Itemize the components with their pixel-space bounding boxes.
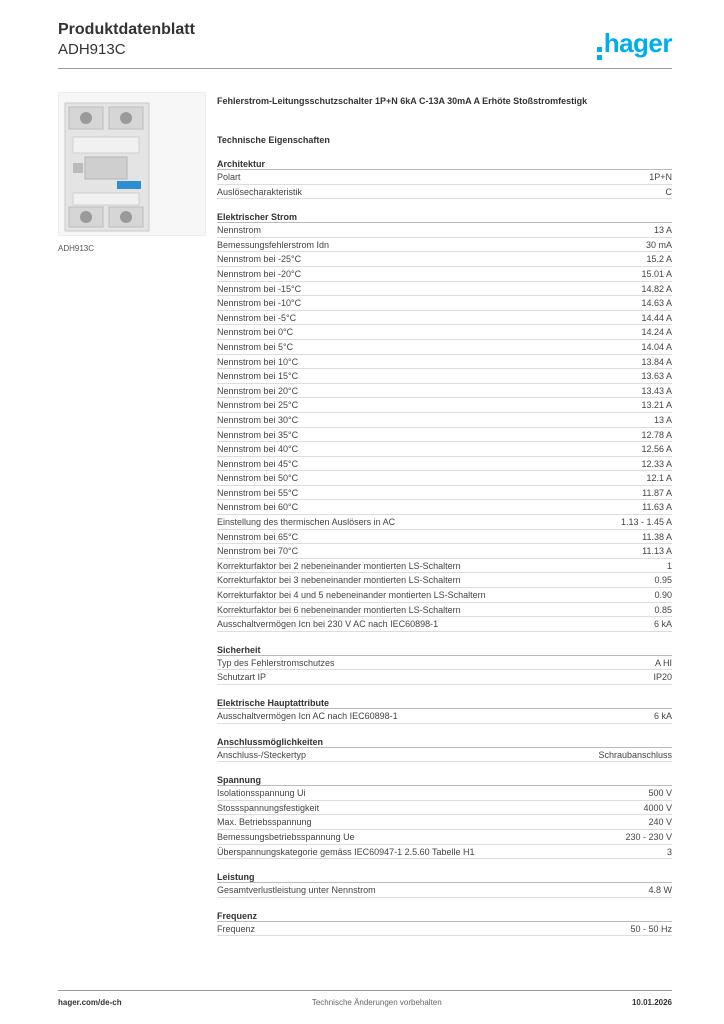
property-label: Korrekturfaktor bei 6 nebeneinander montierten LS-Schaltern: [217, 604, 461, 615]
property-label: Nennstrom bei 70°C: [217, 546, 299, 557]
section: [217, 644, 672, 685]
property-label: Ausschaltvermögen Icn AC nach IEC60898-1: [217, 711, 398, 721]
property-row: [217, 471, 672, 486]
section-title: Spannung: [217, 774, 672, 786]
property-value: 0.85: [654, 604, 672, 615]
property-label: Nennstrom bei 40°C: [217, 444, 299, 455]
circuit-breaker-icon: [59, 93, 205, 235]
section-title: Leistung: [217, 871, 672, 883]
property-row: [217, 709, 672, 724]
property-value: 15.01 A: [641, 268, 672, 279]
property-row: [217, 442, 672, 457]
image-caption: ADH913C: [58, 244, 95, 253]
footer-divider: [58, 990, 672, 991]
section: [217, 910, 672, 937]
property-value: 13.43 A: [641, 385, 672, 396]
property-value: 30 mA: [645, 239, 672, 250]
property-row: [217, 922, 672, 937]
property-label: Nennstrom bei -25°C: [217, 254, 302, 265]
property-sections: [217, 158, 672, 936]
property-label: Nennstrom bei -15°C: [217, 283, 302, 294]
property-value: 14.82 A: [641, 283, 672, 294]
property-label: Bemessungsfehlerstrom Idn: [217, 239, 330, 250]
document-title: Produktdatenblatt: [58, 21, 195, 38]
property-row: [217, 428, 672, 443]
section-title: Elektrischer Strom: [217, 211, 672, 223]
property-value: 500 V: [648, 788, 672, 799]
property-row: [217, 617, 672, 632]
property-value: 11.87 A: [642, 487, 672, 498]
property-value: Schraubanschluss: [598, 749, 672, 760]
property-row: [217, 457, 672, 472]
property-value: 1.13 - 1.45 A: [620, 517, 672, 528]
property-row: [217, 830, 672, 845]
footer-date: 10.01.2026: [631, 998, 672, 1007]
property-row: [217, 282, 672, 297]
article-number: ADH913C: [58, 41, 126, 58]
section-title: Architektur: [217, 158, 672, 170]
property-row: [217, 185, 672, 200]
property-value: 6 kA: [653, 619, 672, 630]
product-image: [58, 92, 206, 236]
property-value: 1: [666, 560, 672, 571]
property-row: [217, 252, 672, 267]
property-label: Nennstrom bei 35°C: [217, 429, 299, 440]
property-value: 0.90: [654, 590, 672, 601]
property-row: [217, 786, 672, 801]
property-row: [217, 325, 672, 340]
property-label: Nennstrom bei -5°C: [217, 312, 297, 323]
property-label: Nennstrom bei 60°C: [217, 502, 299, 513]
property-row: [217, 413, 672, 428]
property-label: Nennstrom bei 15°C: [217, 371, 299, 382]
property-row: [217, 883, 672, 898]
property-value: 12.1 A: [646, 473, 672, 484]
property-label: Ausschaltvermögen Icn bei 230 V AC nach IEC60898-1: [217, 619, 439, 630]
property-label: Typ des Fehlerstromschutzes: [217, 657, 335, 668]
property-row: [217, 815, 672, 830]
property-label: Schutzart IP: [217, 672, 267, 683]
page-header: [58, 20, 672, 68]
property-value: 12.78 A: [641, 429, 672, 440]
property-value: 0.95: [654, 575, 672, 586]
property-label: Nennstrom bei 50°C: [217, 473, 299, 484]
property-label: Korrekturfaktor bei 3 nebeneinander montierten LS-Schaltern: [217, 575, 461, 586]
property-value: 15.2 A: [646, 254, 672, 265]
property-row: [217, 530, 672, 545]
property-label: Frequenz: [217, 923, 256, 934]
property-label: Nennstrom bei 25°C: [217, 400, 299, 411]
property-value: 12.33 A: [641, 458, 672, 469]
property-label: Max. Betriebsspannung: [217, 817, 312, 828]
section: [217, 871, 672, 898]
property-value: 13.84 A: [641, 356, 672, 367]
property-row: [217, 340, 672, 355]
property-row: [217, 748, 672, 763]
section-title: Sicherheit: [217, 644, 672, 656]
property-row: [217, 801, 672, 816]
property-row: [217, 544, 672, 559]
footer-website[interactable]: hager.com/de-ch: [58, 998, 122, 1007]
property-value: 4000 V: [643, 802, 672, 813]
property-label: Nennstrom: [217, 225, 262, 236]
property-label: Nennstrom bei 5°C: [217, 341, 294, 352]
property-row: [217, 267, 672, 282]
property-label: Nennstrom bei 20°C: [217, 385, 299, 396]
property-label: Korrekturfaktor bei 2 nebeneinander montierten LS-Schaltern: [217, 560, 461, 571]
section: [217, 736, 672, 763]
property-row: [217, 588, 672, 603]
property-value: 230 - 230 V: [625, 831, 672, 842]
property-value: 13.21 A: [641, 400, 672, 411]
property-row: [217, 296, 672, 311]
property-label: Nennstrom bei 45°C: [217, 458, 299, 469]
property-row: [217, 515, 672, 530]
property-row: [217, 573, 672, 588]
property-label: Nennstrom bei 10°C: [217, 356, 299, 367]
product-description: Fehlerstrom-Leitungsschutzschalter 1P+N 6kA C-13A 30mA A Erhöte Stoßstromfestigk: [217, 96, 588, 106]
property-value: 14.24 A: [641, 327, 672, 338]
property-value: 1P+N: [649, 172, 672, 182]
section-title: Anschlussmöglichkeiten: [217, 736, 672, 748]
property-value: 240 V: [648, 817, 672, 828]
section-title: Elektrische Hauptattribute: [217, 697, 672, 709]
footer-note: Technische Änderungen vorbehalten: [311, 998, 442, 1007]
page-footer: [58, 998, 672, 1007]
property-label: Nennstrom bei 0°C: [217, 327, 294, 338]
property-row: [217, 500, 672, 515]
property-row: [217, 384, 672, 399]
section-title: Frequenz: [217, 910, 672, 922]
property-label: Polart: [217, 172, 241, 182]
property-value: 12.56 A: [641, 444, 672, 455]
property-value: 50 - 50 Hz: [630, 923, 672, 934]
property-row: [217, 369, 672, 384]
property-label: Auslösecharakteristik: [217, 186, 303, 197]
section: [217, 158, 672, 199]
property-row: [217, 311, 672, 326]
section: [217, 211, 672, 632]
property-label: Bemessungsbetriebsspannung Ue: [217, 831, 355, 842]
property-label: Einstellung des thermischen Auslösers in AC: [217, 517, 396, 528]
property-row: [217, 355, 672, 370]
section: [217, 774, 672, 859]
property-value: 6 kA: [653, 711, 672, 721]
datasheet-content: [217, 96, 672, 936]
property-value: 11.13 A: [642, 546, 672, 557]
property-label: Nennstrom bei -10°C: [217, 298, 302, 309]
property-value: 3: [666, 846, 672, 857]
property-label: Isolationsspannung Ui: [217, 788, 306, 799]
property-value: 11.38 A: [642, 531, 672, 542]
property-label: Anschluss-/Steckertyp: [217, 749, 307, 760]
property-value: 14.44 A: [641, 312, 672, 323]
property-value: C: [665, 186, 672, 197]
property-row: [217, 398, 672, 413]
property-value: 14.04 A: [641, 341, 672, 352]
property-value: 13.63 A: [641, 371, 672, 382]
property-value: 13 A: [653, 225, 672, 236]
logo-text: hager: [603, 28, 672, 58]
header-divider: [58, 68, 672, 69]
property-row: [217, 223, 672, 238]
property-label: Gesamtverlustleistung unter Nennstrom: [217, 885, 376, 896]
property-label: Nennstrom bei -20°C: [217, 268, 302, 279]
property-label: Überspannungskategorie gemäss IEC60947-1 2.5.60 Tabelle H1: [217, 846, 475, 857]
property-row: [217, 238, 672, 253]
hager-logo: [597, 28, 672, 63]
property-row: [217, 486, 672, 501]
property-label: Stossspannungsfestigkeit: [217, 802, 320, 813]
property-label: Nennstrom bei 30°C: [217, 414, 299, 425]
property-label: Nennstrom bei 65°C: [217, 531, 299, 542]
property-row: [217, 656, 672, 671]
property-label: Korrekturfaktor bei 4 und 5 nebeneinander montierten LS-Schaltern: [217, 590, 486, 601]
property-value: 4.8 W: [648, 885, 672, 896]
property-row: [217, 670, 672, 685]
property-value: 14.63 A: [641, 298, 672, 309]
technical-properties-title: Technische Eigenschaften: [217, 135, 330, 145]
property-row: [217, 603, 672, 618]
property-value: A HI: [654, 657, 672, 668]
property-value: 11.63 A: [642, 502, 672, 513]
property-value: 13 A: [653, 414, 672, 425]
property-label: Nennstrom bei 55°C: [217, 487, 299, 498]
property-row: [217, 170, 672, 185]
logo-dots-icon: [597, 45, 602, 63]
section: [217, 697, 672, 724]
property-row: [217, 845, 672, 860]
property-row: [217, 559, 672, 574]
property-value: IP20: [653, 672, 672, 683]
